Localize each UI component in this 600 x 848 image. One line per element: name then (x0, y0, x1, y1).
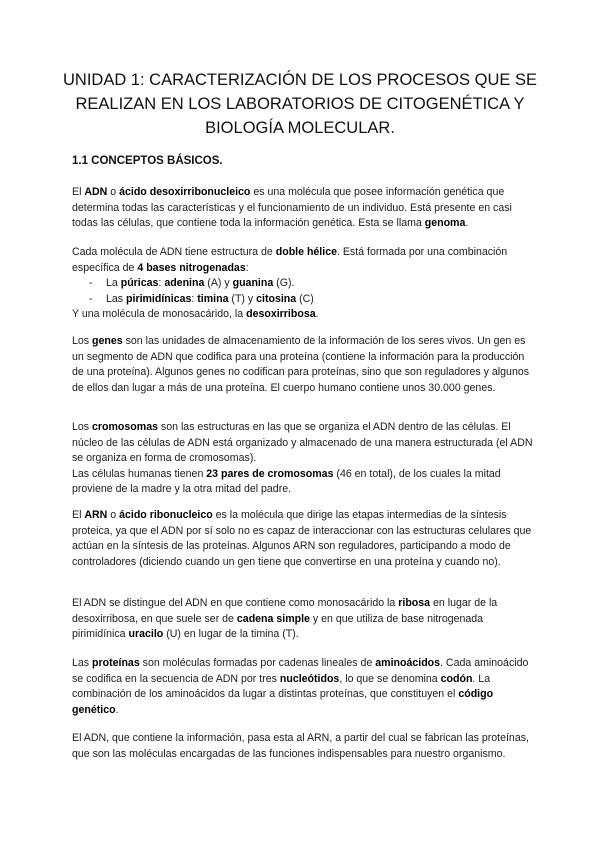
text-run: (G). (273, 277, 295, 290)
bold-term: desoxirribosa (246, 308, 316, 321)
paragraph-cromosomas-a (72, 420, 534, 467)
bold-term: guanina (232, 277, 274, 290)
text-run: son moléculas formadas por cadenas lineales de (139, 657, 376, 669)
text-run: son las unidades de almacenamiento de la información de los seres vivos. Un gen es un segmento de ADN que codifica para una proteína (contiene la información para la producción de una proteína). Algunos genes no codifican para proteínas, sino que son reguladores y algunos de ellos dan lugar a más de una proteína. El cuerpo humano contiene unos 30.000 genes. (72, 335, 530, 394)
bold-term: aminoácidos (375, 657, 441, 669)
bold-term: ARN (84, 509, 108, 521)
paragraph-bases-intro (72, 245, 534, 276)
paragraph-arn (72, 508, 534, 570)
bold-term: codón (440, 672, 473, 685)
bold-term: cromosomas (92, 421, 158, 433)
text-run: . (115, 703, 119, 716)
paragraph-cromosomas (72, 420, 534, 498)
bold-term: pirimidínicas (126, 292, 192, 305)
text-run: . La combinación de los aminoácidos da lugar a distintas proteínas, que constituyen el (72, 672, 491, 701)
text-run: . Está formada por una combinación específica de (72, 246, 508, 274)
bold-term: adenina (164, 277, 205, 290)
text-run: El (72, 186, 85, 198)
text-run: es una molécula que posee información genética que determina todas las características y el funcionamiento de un individuo. Está presente en casi todas las células, que contiene toda la información genética. Esta se llama (72, 186, 512, 230)
text-run: Las células humanas tienen (72, 467, 207, 480)
text-run: o (107, 509, 120, 521)
text-run: y en que utiliza de base nitrogenada pirimidínica (72, 612, 484, 641)
text-run: (U) en lugar de la timina (T). (163, 628, 299, 641)
text-run: Cada molécula de ADN tiene estructura de (72, 246, 276, 258)
text-run: : (191, 292, 198, 305)
bold-term: timina (197, 292, 229, 305)
text-run: El ADN, que contiene la información, pasa esta al ARN, a partir del cual se fabrican las proteínas, que son las moléculas encargadas de las funciones indispensables para nuestro organismo. (72, 732, 529, 760)
text-run: Las (106, 292, 127, 305)
text-run: (46 en total), de los cuales la mitad proviene de la madre y la otra mitad del padre. (72, 467, 501, 496)
text-run: Las (72, 657, 93, 669)
paragraph-genes (72, 334, 534, 396)
bold-term: uracilo (128, 628, 164, 641)
bases-list (72, 276, 534, 307)
bold-term: ribosa (398, 597, 431, 609)
text-run: . (465, 217, 469, 230)
bold-term: 23 pares de cromosomas (206, 467, 334, 480)
text-run: (A) y (204, 277, 233, 290)
bold-term: genes (92, 335, 123, 347)
text-run: . Cada aminoácido se codifica en la secuencia de ADN por tres (72, 657, 529, 685)
bold-term: proteínas (92, 657, 140, 669)
text-run: es la molécula que dirige las etapas intermedias de la síntesis proteica, ya que el ADN por sí solo no es capaz de interaccionar con las estructuras celulares que actúan en la síntesis de las proteínas. Algunos ARN son reguladores, participando a modo de controladores (diciendo cuando un gen tiene que convertirse en una proteína y cuando no). (72, 509, 532, 568)
bold-term: código genético (72, 688, 494, 716)
text-run: El (72, 509, 85, 521)
bold-term: nucleótidos (279, 672, 340, 685)
text-run: La (106, 277, 121, 290)
text-run: (C) (296, 292, 314, 305)
text-run: en lugar de la desoxirribosa, en que suele ser de (72, 597, 498, 625)
bold-term: 4 bases nitrogenadas (137, 261, 246, 274)
paragraph-ribosa (72, 596, 534, 643)
list-item-pirimidinicas (72, 292, 534, 308)
text-run: Los (72, 421, 93, 433)
bold-term: doble hélice (275, 246, 337, 258)
unit-title: UNIDAD 1: CARACTERIZACIÓN DE LOS PROCESOS QUE SE REALIZAN EN LOS LABORATORIOS DE CITOGENÉTICA Y BIOLOGÍA MOLECULAR. (62, 71, 537, 137)
list-item-puricas (72, 276, 534, 292)
paragraph-sintesis (72, 731, 534, 762)
paragraph-bases (72, 245, 534, 323)
bold-term: ADN (84, 186, 108, 198)
text-run: Los (72, 335, 93, 347)
bold-term: ácido desoxirribonucleico (119, 186, 251, 198)
text-run: El ADN se distingue del ADN en que contiene como monosacárido la (72, 597, 399, 609)
text-run: o (107, 186, 120, 198)
bold-term: púricas (120, 277, 159, 290)
text-run: , lo que se denomina (339, 672, 441, 685)
text-run: son las estructuras en las que se organiza el ADN dentro de las células. El núcleo de las células de ADN está organizado y almacenado de una manera estructurada (el ADN se organiza en forma de cromosomas). (72, 421, 533, 465)
text-run: : (245, 261, 249, 274)
section-heading: 1.1 CONCEPTOS BÁSICOS. (72, 155, 223, 167)
text-run: (T) y (228, 292, 257, 305)
bold-term: citosina (256, 292, 297, 305)
bold-term: ácido ribonucleico (119, 509, 213, 521)
paragraph-adn (72, 185, 534, 232)
paragraph-proteinas (72, 656, 534, 718)
text-run: . (315, 308, 319, 321)
bold-term: cadena simple (236, 612, 310, 625)
paragraph-cromosomas-b (72, 467, 534, 498)
text-run: Y una molécula de monosacárido, la (72, 308, 247, 321)
paragraph-bases-outro (72, 307, 534, 323)
text-run: : (158, 277, 165, 290)
bold-term: genoma (424, 217, 466, 230)
